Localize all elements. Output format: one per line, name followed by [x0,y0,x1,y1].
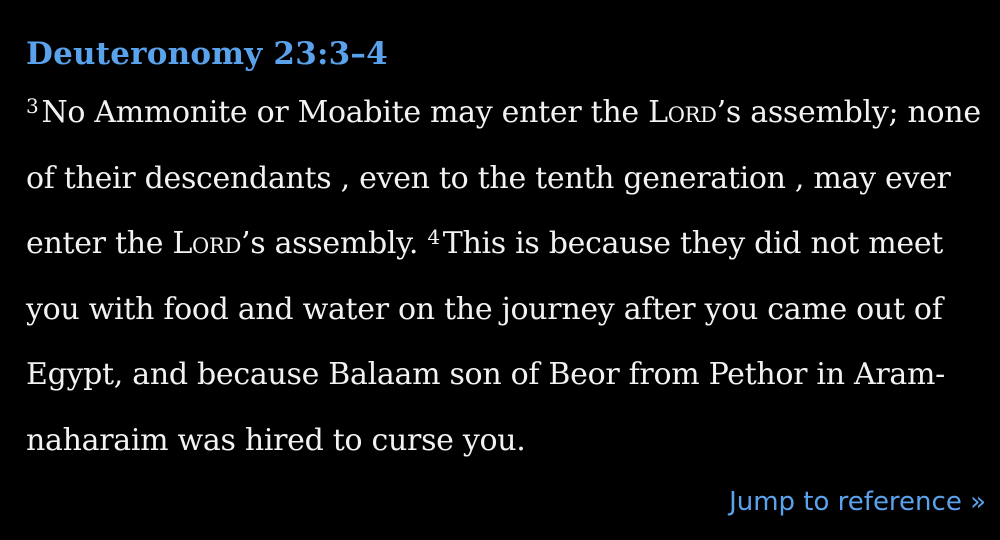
verse-4-text: This is because they did not meet you with food and water on the journey after you came out of Egypt, and because Balaam son of Beor from Pethor in Aram-naharaim was hired to curse you. [26,226,945,458]
passage-text [26,80,986,473]
jump-to-reference-link[interactable]: Jump to reference » [729,487,986,517]
verse-number-3: 3 [26,94,39,118]
reference-title[interactable]: Deuteronomy 23:3–4 [26,36,388,72]
verse-3-text-part-2: ’s assembly; none of their descendants , even to the tenth generation , may ever enter the [26,95,981,261]
lord-small-caps: Lord [648,95,717,130]
lord-small-caps: Lord [172,226,242,261]
verse-number-4: 4 [427,225,440,249]
verse-3-text-part-1: No Ammonite or Moabite may enter the [41,95,649,130]
verse-3-text-part-3: ’s assembly. [241,226,428,261]
